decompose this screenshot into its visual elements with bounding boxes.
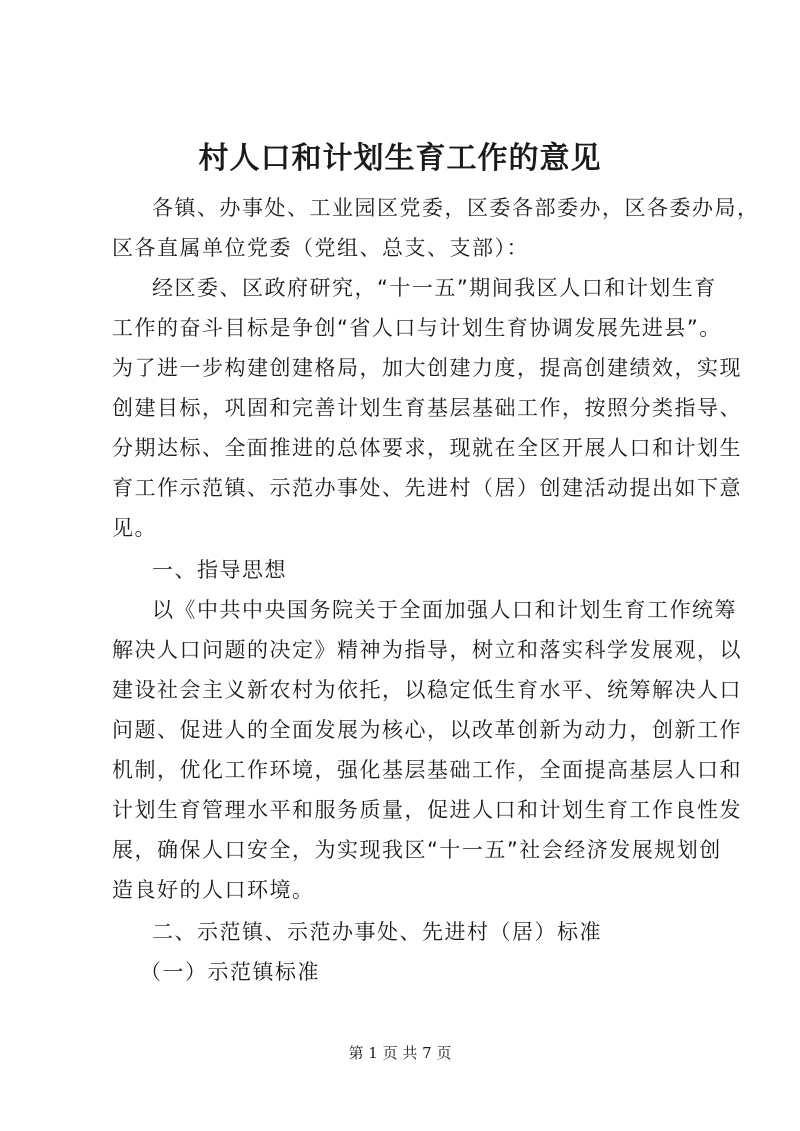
text-line: 为了进一步构建创建格局，加大创建力度，提高创建绩效，实现 — [112, 356, 742, 380]
document-title: 村人口和计划生育工作的意见 — [198, 141, 602, 176]
text-line: 计划生育管理水平和服务质量，促进人口和计划生育工作良性发 — [112, 798, 742, 822]
text-line: 各镇、办事处、工业园区党委，区委各部委办，区各委办局， — [152, 196, 760, 220]
text-line: 问题、促进人的全面发展为核心，以改革创新为动力，创新工作 — [112, 718, 742, 742]
text-line: 区各直属单位党委（党组、总支、支部）： — [112, 236, 529, 260]
text-line: 造良好的人口环境。 — [112, 878, 315, 902]
text-line: 展，确保人口安全，为实现我区“十一五”社会经济发展规划创 — [112, 838, 722, 862]
page-number-footer: 第 1 页 共 7 页 — [348, 1044, 452, 1062]
text-line: 工作的奋斗目标是争创“省人口与计划生育协调发展先进县”。 — [112, 316, 722, 340]
section-heading: 二、示范镇、示范办事处、先进村（居）标准 — [152, 920, 602, 944]
text-line: 建设社会主义新农村为依托，以稳定低生育水平、统筹解决人口 — [112, 678, 742, 702]
subsection-heading: （一）示范镇标准 — [140, 960, 320, 984]
text-line: 机制，优化工作环境，强化基层基础工作，全面提高基层人口和 — [112, 758, 742, 782]
text-line: 解决人口问题的决定》精神为指导，树立和落实科学发展观，以 — [112, 638, 742, 662]
text-line: 以《中共中央国务院关于全面加强人口和计划生育工作统筹 — [152, 598, 737, 622]
text-line: 创建目标，巩固和完善计划生育基层基础工作，按照分类指导、 — [112, 396, 742, 420]
text-line: 经区委、区政府研究，“十一五”期间我区人口和计划生育 — [152, 276, 717, 300]
text-line: 分期达标、全面推进的总体要求，现就在全区开展人口和计划生 — [112, 436, 742, 460]
text-line: 见。 — [112, 516, 157, 540]
section-heading: 一、指导思想 — [152, 558, 287, 582]
text-line: 育工作示范镇、示范办事处、先进村（居）创建活动提出如下意 — [112, 476, 742, 500]
